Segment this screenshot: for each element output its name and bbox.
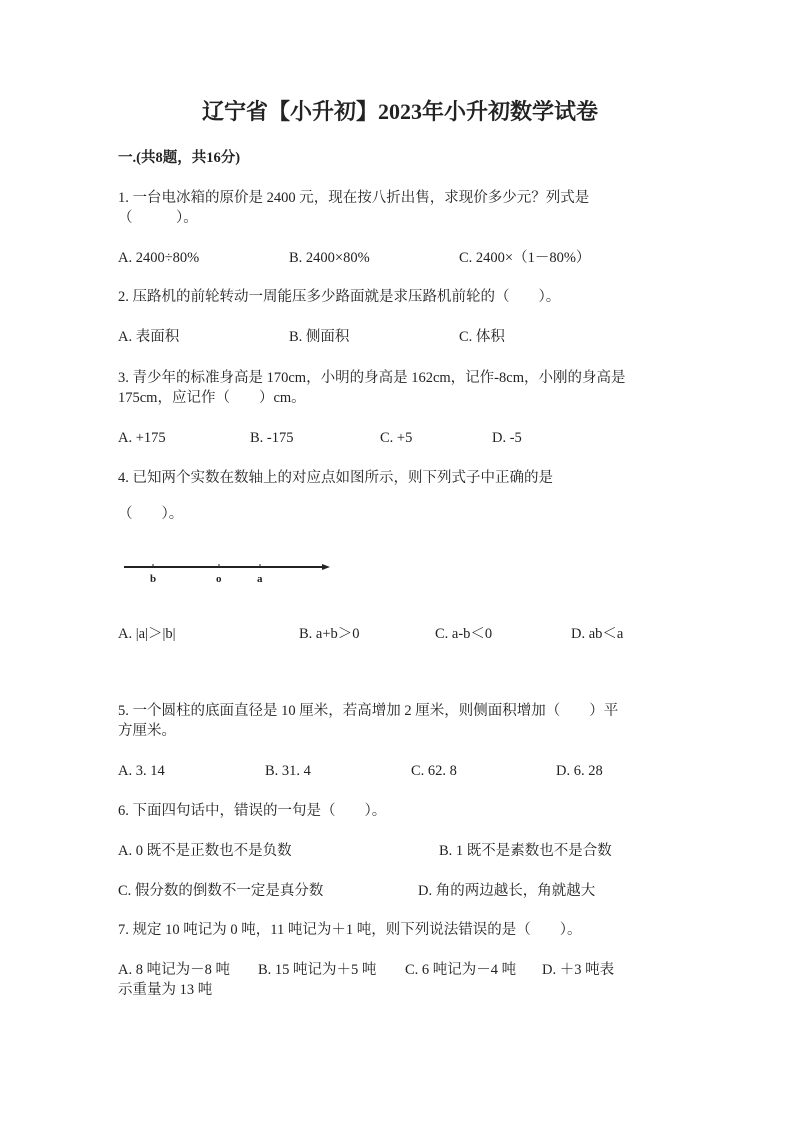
- question-3-text: 3. 青少年的标准身高是 170cm，小明的身高是 162cm，记作-8cm，小刚的身高是: [118, 370, 626, 386]
- question-2-text: 2. 压路机的前轮转动一周能压多少路面就是求压路机前轮的（ ）。: [118, 289, 561, 305]
- question-6-text: 6. 下面四句话中，错误的一句是（ ）。: [118, 803, 387, 819]
- label-b: b: [150, 573, 157, 585]
- question-1-text: 1. 一台电冰箱的原价是 2400 元，现在按八折出售，求现价多少元？列式是: [118, 190, 590, 206]
- q2-option-b: B. 侧面积: [289, 329, 350, 345]
- question-4-text-cont: （ ）。: [118, 506, 184, 522]
- q1-option-c: C. 2400×（1－80%）: [459, 250, 591, 266]
- q6-option-a: A. 0 既不是正数也不是负数: [118, 843, 292, 859]
- page-title: 辽宁省【小升初】2023年小升初数学试卷: [201, 99, 598, 124]
- q6-option-b: B. 1 既不是素数也不是合数: [439, 843, 612, 859]
- q7-option-b: B. 15 吨记为＋5 吨: [258, 962, 377, 978]
- label-a: a: [257, 573, 263, 585]
- question-1-text-cont: （ ）。: [118, 210, 198, 226]
- q1-option-a: A. 2400÷80%: [118, 250, 200, 266]
- q5-option-c: C. 62. 8: [411, 763, 457, 779]
- q3-option-d: D. -5: [492, 430, 522, 446]
- q5-option-b: B. 31. 4: [265, 763, 311, 779]
- q4-option-b: B. a+b＞0: [299, 626, 360, 642]
- section-heading: 一.(共8题，共16分): [118, 150, 241, 166]
- question-4-text: 4. 已知两个实数在数轴上的对应点如图所示，则下列式子中正确的是: [118, 470, 553, 486]
- question-5-text-cont: 方厘米。: [118, 723, 176, 739]
- q1-option-b: B. 2400×80%: [289, 250, 370, 266]
- q7-option-d: D. ＋3 吨表: [542, 962, 615, 978]
- q2-option-c: C. 体积: [459, 329, 505, 345]
- q2-option-a: A. 表面积: [118, 329, 180, 345]
- q3-option-a: A. +175: [118, 430, 166, 446]
- question-3-text-cont: 175cm，应记作（ ）cm。: [118, 390, 306, 406]
- q4-option-d: D. ab＜a: [571, 626, 624, 642]
- question-7-text: 7. 规定 10 吨记为 0 吨，11 吨记为＋1 吨，则下列说法错误的是（ ）。: [118, 922, 582, 938]
- q7-option-a: A. 8 吨记为－8 吨: [118, 962, 230, 978]
- q6-option-c: C. 假分数的倒数不一定是真分数: [118, 883, 324, 899]
- q6-option-d: D. 角的两边越长，角就越大: [418, 883, 596, 899]
- question-5-text: 5. 一个圆柱的底面直径是 10 厘米，若高增加 2 厘米，则侧面积增加（ ）平: [118, 703, 619, 719]
- q5-option-a: A. 3. 14: [118, 763, 165, 779]
- q4-option-c: C. a-b＜0: [435, 626, 493, 642]
- q7-option-d-cont: 示重量为 13 吨: [118, 982, 213, 998]
- q3-option-b: B. -175: [250, 430, 294, 446]
- q3-option-c: C. +5: [380, 430, 413, 446]
- number-line-arrow: [322, 564, 330, 570]
- q5-option-d: D. 6. 28: [556, 763, 603, 779]
- q7-option-c: C. 6 吨记为－4 吨: [405, 962, 517, 978]
- q4-option-a: A. |a|＞|b|: [118, 626, 176, 642]
- label-o: o: [216, 573, 222, 585]
